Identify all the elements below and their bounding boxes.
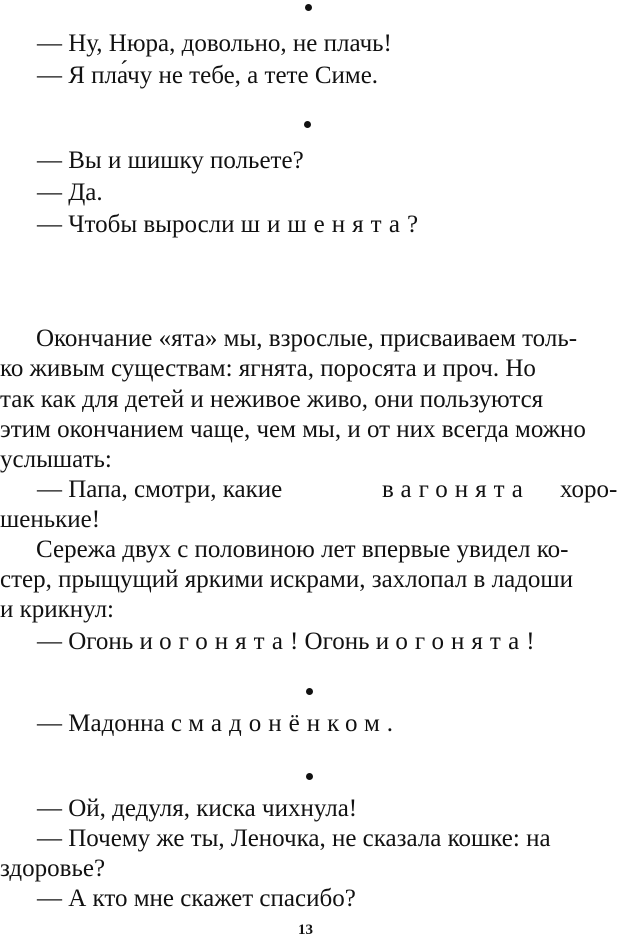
spaced-word: огонята bbox=[159, 628, 290, 655]
body-line: хоро- bbox=[560, 476, 618, 503]
text-run: ? bbox=[406, 211, 419, 238]
body-line: и крикнул: bbox=[0, 596, 115, 623]
section-separator bbox=[305, 4, 312, 11]
text-run: — Чтобы выросли bbox=[37, 211, 241, 238]
section-separator bbox=[306, 688, 313, 695]
dialogue-line: здоровье? bbox=[0, 855, 106, 882]
body-line: стер, прыщущий яркими искрами, захлопал в ладоши bbox=[0, 566, 574, 593]
body-line: ко живым существам: ягнята, поросята и проч. Но bbox=[0, 355, 536, 382]
dialogue-line: — Почему же ты, Леночка, не сказала кошке: на bbox=[37, 825, 551, 852]
text-run: ! Огонь и bbox=[289, 628, 396, 655]
text-run: — Огонь и bbox=[37, 628, 160, 655]
text-run: — Мадонна с bbox=[37, 710, 189, 737]
body-line: шенькие! bbox=[0, 506, 101, 533]
dialogue-line bbox=[37, 627, 535, 657]
dialogue-line: — Ну, Нюра, довольно, не плачь! bbox=[37, 30, 392, 57]
spaced-word: вагонята bbox=[382, 476, 530, 503]
spaced-word: шишенята bbox=[240, 211, 407, 238]
dialogue-line bbox=[37, 210, 418, 240]
dialogue-line: — Я пла́чу не тебе, а тете Симе. bbox=[37, 62, 379, 89]
text-run: ! bbox=[526, 628, 535, 655]
section-separator bbox=[304, 121, 311, 128]
dialogue-line: — Ой, дедуля, киска чихнула! bbox=[37, 795, 358, 822]
page-number: 13 bbox=[298, 922, 313, 938]
body-line: Сережа двух с половиною лет впервые увидел ко- bbox=[36, 536, 569, 563]
dialogue-line bbox=[37, 709, 393, 739]
text-run: . bbox=[386, 710, 394, 737]
body-line: Окончание «ята» мы, взрослые, присваиваем толь- bbox=[36, 325, 578, 352]
dialogue-line: — Да. bbox=[37, 179, 103, 206]
spaced-word: мадонёнком bbox=[188, 710, 387, 737]
body-line: услышать: bbox=[0, 446, 112, 473]
section-separator bbox=[306, 773, 313, 780]
dialogue-line: — Вы и шишку польете? bbox=[37, 147, 304, 174]
body-line: этим окончанием чаще, чем мы, и от них всегда можно bbox=[0, 416, 586, 443]
dialogue-line: — А кто мне скажет спасибо? bbox=[37, 885, 356, 912]
body-line: так как для детей и неживое живо, они пользуются bbox=[0, 386, 544, 413]
spaced-word: огонята bbox=[395, 628, 527, 655]
body-line: — Папа, смотри, какие bbox=[37, 476, 283, 503]
